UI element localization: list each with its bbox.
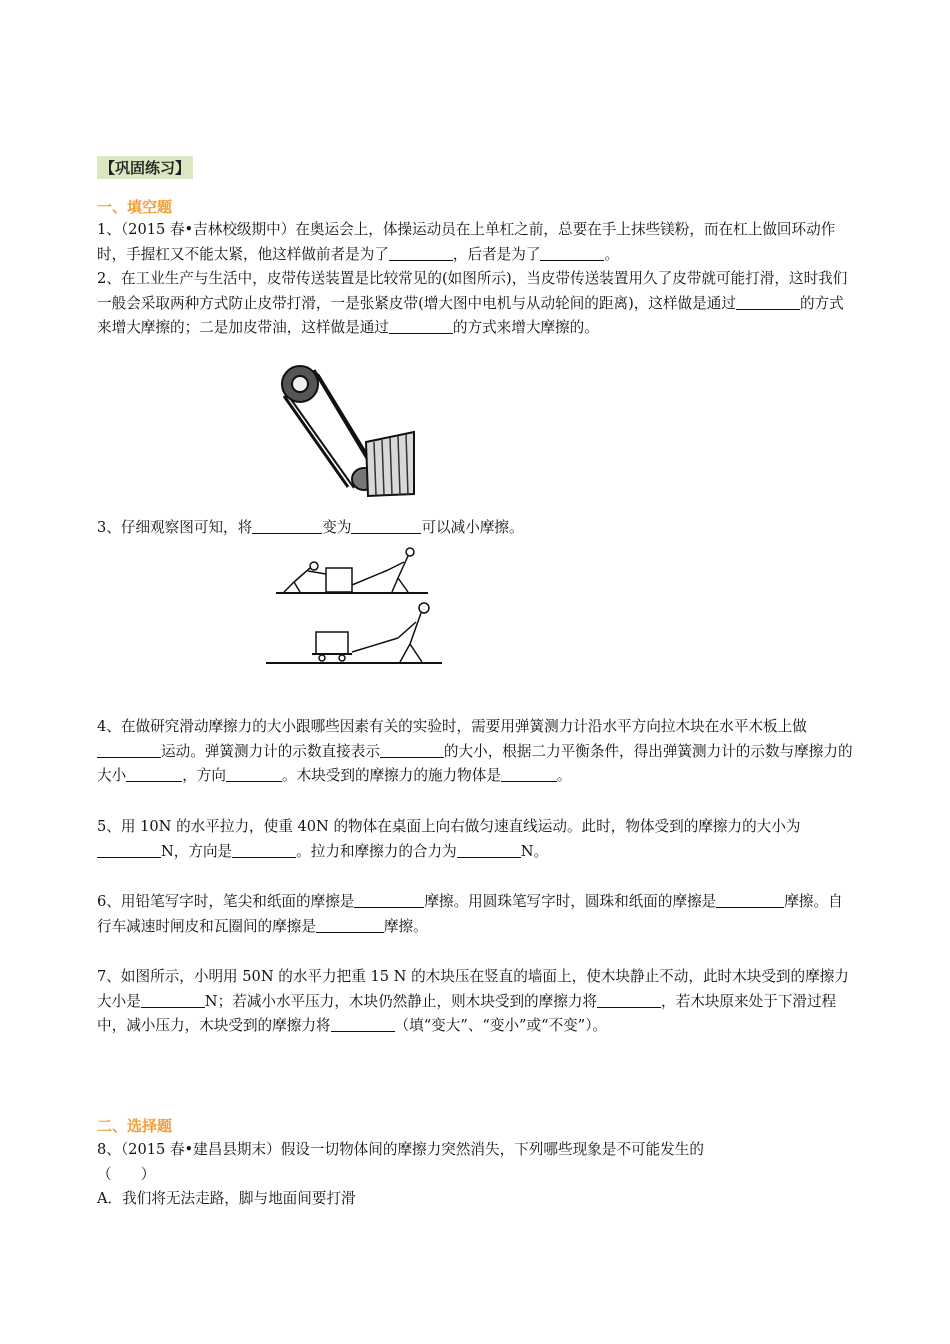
answer-blank[interactable] — [716, 892, 784, 908]
question-2: 2、在工业生产与生活中，皮带传送装置是比较常见的(如图所示)，当皮带传送装置用久了皮带就可能打滑，这时我们一般会采取两种方式防止皮带打滑，一是张紧皮带(增大图中电机与从动轮间的距离)，这样做是通过 的方式来增大摩擦的；二是加皮带油，这样做是通过 的方式来增大摩擦的。 — [97, 270, 848, 336]
answer-blank[interactable] — [97, 742, 161, 758]
question-5: 5、用 10N 的水平拉力，使重 40N 的物体在桌面上向右做匀速直线运动。此时，物体受到的摩擦力的大小为N，方向是 。拉力和摩擦力的合力为 N。 — [97, 818, 801, 860]
answer-blank[interactable] — [501, 766, 557, 782]
question-6: 6、用铅笔写字时，笔尖和纸面的摩擦是 摩擦。用圆珠笔写字时，圆珠和纸面的摩擦是 摩擦。自行车减速时闸皮和瓦圈间的摩擦是 摩擦。 — [97, 893, 843, 935]
answer-blank[interactable] — [316, 917, 384, 933]
choice-heading: 二、选择题 — [97, 1117, 173, 1135]
fill-in-heading: 一、填空题 — [97, 198, 173, 216]
answer-blank[interactable] — [389, 245, 453, 261]
sliding-vs-rolling-figure — [264, 540, 444, 670]
answer-blank[interactable] — [540, 245, 604, 261]
answer-blank[interactable] — [97, 842, 161, 858]
section-title: 【巩固练习】 — [97, 156, 193, 179]
answer-blank[interactable] — [597, 992, 661, 1008]
answer-blank[interactable] — [226, 766, 282, 782]
answer-blank[interactable] — [457, 842, 521, 858]
answer-blank[interactable] — [232, 842, 296, 858]
question-4: 4、在做研究滑动摩擦力的大小跟哪些因素有关的实验时，需要用弹簧测力计沿水平方向拉木块在水平木板上做运动。弹簧测力计的示数直接表示 的大小，根据二力平衡条件，得出弹簧测力计的示数与摩擦力的大小 ，方向 。木块受到的摩擦力的施力物体是 。 — [97, 718, 853, 784]
answer-blank[interactable] — [389, 318, 453, 334]
answer-blank[interactable] — [331, 1016, 395, 1032]
question-7: 7、如图所示，小明用 50N 的水平力把重 15 N 的木块压在竖直的墙面上，使木块静止不动，此时木块受到的摩擦力大小是 N；若减小水平压力，木块仍然静止，则木块受到的摩擦力将 ，若木块原来处于下滑过程中，减小压力，木块受到的摩擦力将 （填“变大”、“变小”或“不变”）。 — [97, 968, 849, 1034]
answer-paren[interactable]: （ ） — [97, 1165, 156, 1183]
question-1: 1、（2015 春•吉林校级期中）在奥运会上，体操运动员在上单杠之前，总要在手上抹些镁粉，而在杠上做回环动作时，手握杠又不能太紧，他这样做前者是为了 ，后者是为了 。 — [97, 221, 836, 263]
answer-blank[interactable] — [354, 892, 424, 908]
answer-blank[interactable] — [252, 518, 322, 534]
answer-blank[interactable] — [351, 518, 421, 534]
belt-drive-figure — [278, 362, 418, 498]
answer-blank[interactable] — [141, 992, 205, 1008]
answer-blank[interactable] — [380, 742, 444, 758]
answer-blank[interactable] — [736, 294, 800, 310]
question-3: 3、仔细观察图可知，将 变为 可以减小摩擦。 — [97, 519, 524, 536]
option-a[interactable]: A．我们将无法走路，脚与地面间要打滑 — [97, 1190, 356, 1207]
question-8: 8、（2015 春•建昌县期末）假设一切物体间的摩擦力突然消失，下列哪些现象是不可能发生的 （ ） A．我们将无法走路，脚与地面间要打滑 — [97, 1141, 704, 1207]
answer-blank[interactable] — [126, 766, 182, 782]
